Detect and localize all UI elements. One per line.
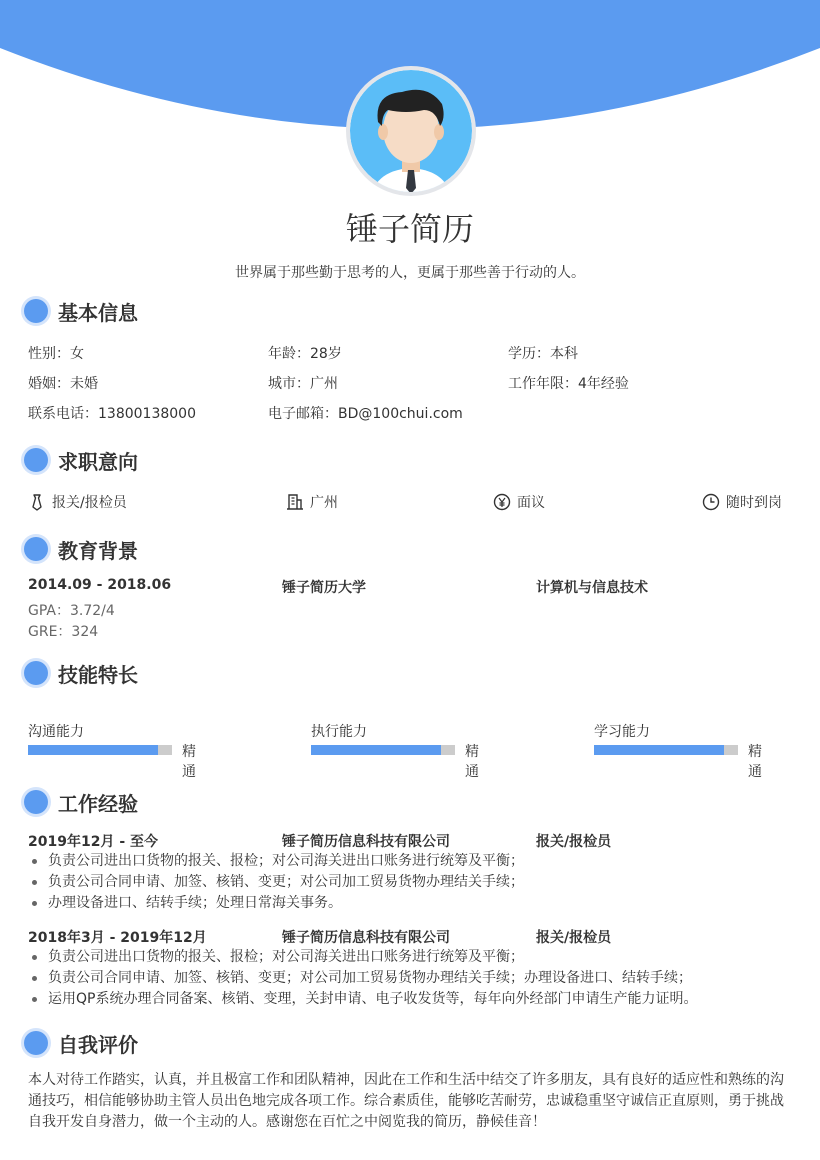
skill-bar-fill [28, 745, 158, 755]
city: 城市：广州 [268, 376, 338, 392]
intent-salary: 面议 [493, 492, 545, 512]
section-title: 工作经验 [58, 791, 138, 816]
section-basic-info [24, 296, 138, 326]
intent-availability: 随时到岗 [702, 492, 782, 512]
skill-bar [28, 745, 172, 755]
section-bullet-icon [24, 1031, 48, 1055]
skill-item [311, 721, 491, 780]
section-self-evaluation [24, 1028, 138, 1058]
job-duties [28, 851, 798, 914]
list-item: 运用QP系统办理合同备案、核销、变理，关封申请、电子收发货等，每年向外经部门申请生产能力证明。 [28, 989, 798, 1010]
motto: 世界属于那些勤于思考的人，更属于那些善于行动的人。 [235, 265, 585, 281]
section-title: 基本信息 [58, 300, 138, 325]
skill-item [594, 721, 774, 780]
marital-status: 婚姻：未婚 [28, 376, 98, 392]
skill-bar-fill [311, 745, 441, 755]
section-title: 求职意向 [58, 449, 138, 474]
skills-row [28, 721, 798, 780]
section-title: 技能特长 [58, 662, 138, 687]
work-years: 工作年限：4年经验 [508, 376, 629, 392]
list-item: 负责公司合同申请、加签、核销、变更；对公司加工贸易货物办理结关手续； [28, 872, 798, 893]
avatar [346, 66, 476, 196]
education-period: 2014.09 - 2018.06 [28, 577, 172, 593]
skill-name: 沟通能力 [28, 724, 84, 740]
section-bullet-icon [24, 299, 48, 323]
degree: 学历：本科 [508, 346, 578, 362]
yen-icon [493, 493, 511, 511]
skill-bar [594, 745, 738, 755]
skill-level: 精通 [465, 744, 479, 780]
skill-name: 执行能力 [311, 724, 367, 740]
school-name: 锤子简历大学 [282, 580, 366, 596]
gpa: GPA：3.72/4 [28, 603, 115, 619]
skill-bar [311, 745, 455, 755]
job-intent-row [28, 492, 798, 512]
intent-location: 广州 [286, 492, 338, 512]
intent-position: 报关/报检员 [28, 492, 127, 512]
list-item: 办理设备进口、结转手续；处理日常海关事务。 [28, 893, 798, 914]
self-evaluation-text: 本人对待工作踏实，认真，并且极富工作和团队精神，因此在工作和生活中结交了许多朋友，具有良好的适应性和熟练的沟通技巧，相信能够协助主管人员出色地完成各项工作。综合素质佳，能够吃苦耐劳，忠诚稳重坚守诚信正直原则，勇于挑战自我开发自身潜力，做一个主动的人。感谢您在百忙之中阅览我的简历，静候佳音！ [28, 1072, 784, 1130]
major: 计算机与信息技术 [536, 580, 648, 596]
list-item: 负责公司进出口货物的报关、报检；对公司海关进出口账务进行统筹及平衡； [28, 851, 798, 872]
tie-icon [28, 493, 46, 511]
age: 年龄：28岁 [268, 346, 342, 362]
section-bullet-icon [24, 448, 48, 472]
job-title: 报关/报检员 [536, 930, 612, 946]
skill-name: 学习能力 [594, 724, 650, 740]
job-duties [28, 947, 798, 1010]
list-item: 负责公司合同申请、加签、核销、变更；对公司加工贸易货物办理结关手续；办理设备进口、结转手续； [28, 968, 798, 989]
skill-item [28, 721, 208, 780]
section-education [24, 534, 138, 564]
job-period: 2018年3月 - 2019年12月 [28, 930, 207, 946]
list-item: 负责公司进出口货物的报关、报检；对公司海关进出口账务进行统筹及平衡； [28, 947, 798, 968]
section-title: 自我评价 [58, 1032, 138, 1057]
section-bullet-icon [24, 661, 48, 685]
skill-level: 精通 [748, 744, 762, 780]
skill-bar-fill [594, 745, 724, 755]
section-work-experience [24, 787, 138, 817]
section-bullet-icon [24, 537, 48, 561]
job-title: 报关/报检员 [536, 834, 612, 850]
email: 电子邮箱：BD@100chui.com [268, 406, 463, 422]
job-period: 2019年12月 - 至今 [28, 834, 159, 850]
resume-name: 锤子简历 [345, 210, 474, 248]
job-company: 锤子简历信息科技有限公司 [282, 930, 450, 946]
section-bullet-icon [24, 790, 48, 814]
section-skills [24, 658, 138, 688]
clock-icon [702, 493, 720, 511]
gender: 性别：女 [28, 346, 84, 362]
phone: 联系电话：13800138000 [28, 406, 196, 422]
section-job-intent [24, 445, 138, 475]
gre: GRE：324 [28, 624, 99, 640]
section-title: 教育背景 [58, 538, 138, 563]
job-company: 锤子简历信息科技有限公司 [282, 834, 450, 850]
skill-level: 精通 [182, 744, 196, 780]
building-icon [286, 493, 304, 511]
